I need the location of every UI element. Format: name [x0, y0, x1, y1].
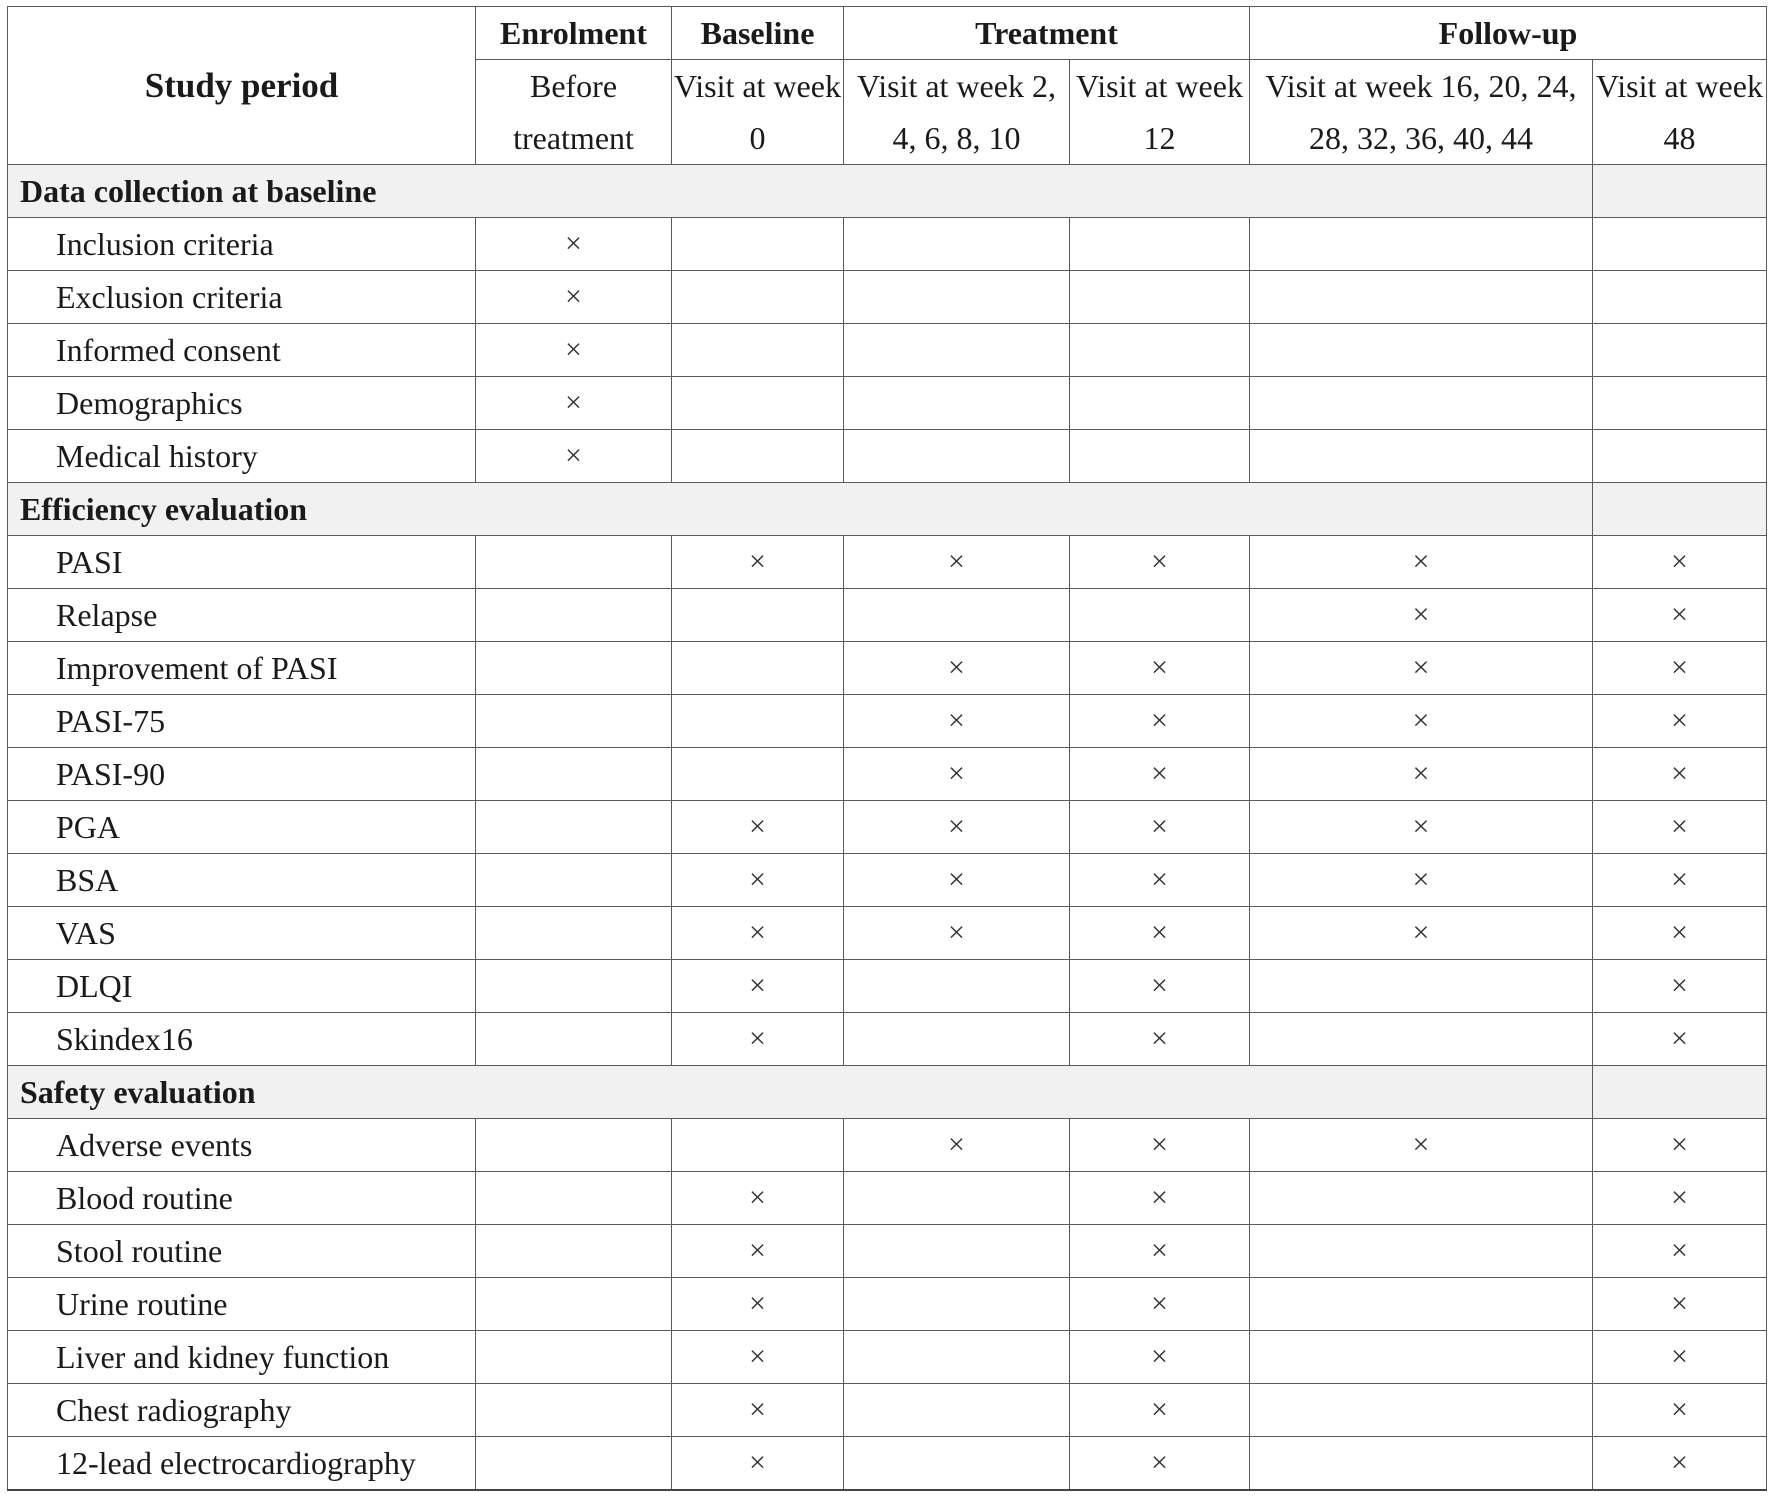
- schedule-empty-cell: [476, 589, 672, 642]
- schedule-empty-cell: [476, 695, 672, 748]
- schedule-empty-cell: [476, 1172, 672, 1225]
- schedule-empty-cell: [672, 748, 844, 801]
- schedule-mark: ×: [1593, 589, 1767, 642]
- row-label: BSA: [8, 854, 476, 907]
- schedule-mark: ×: [1070, 907, 1250, 960]
- schedule-mark: ×: [844, 695, 1070, 748]
- schedule-empty-cell: [672, 271, 844, 324]
- schedule-empty-cell: [1070, 271, 1250, 324]
- schedule-mark: ×: [1250, 589, 1593, 642]
- column-week-48: Visit at week 48: [1593, 60, 1767, 165]
- schedule-mark: ×: [1250, 748, 1593, 801]
- schedule-mark: ×: [476, 430, 672, 483]
- schedule-mark: ×: [1070, 1119, 1250, 1172]
- schedule-mark: ×: [1070, 1331, 1250, 1384]
- table-row: [8, 1225, 1767, 1278]
- schedule-mark: ×: [1593, 801, 1767, 854]
- schedule-empty-cell: [1250, 960, 1593, 1013]
- row-label: Liver and kidney function: [8, 1331, 476, 1384]
- schedule-mark: ×: [672, 801, 844, 854]
- schedule-empty-cell: [844, 430, 1070, 483]
- row-label: Blood routine: [8, 1172, 476, 1225]
- table-row: [8, 642, 1767, 695]
- schedule-mark: ×: [672, 536, 844, 589]
- schedule-empty-cell: [672, 377, 844, 430]
- schedule-mark: ×: [1593, 1172, 1767, 1225]
- schedule-empty-cell: [1070, 324, 1250, 377]
- schedule-empty-cell: [476, 854, 672, 907]
- table-row: [8, 695, 1767, 748]
- schedule-mark: ×: [1593, 1225, 1767, 1278]
- schedule-empty-cell: [844, 1384, 1070, 1437]
- table-row: [8, 1172, 1767, 1225]
- row-label: PASI: [8, 536, 476, 589]
- schedule-mark: ×: [1250, 801, 1593, 854]
- section-title: Safety evaluation: [8, 1066, 1593, 1119]
- schedule-empty-cell: [1250, 430, 1593, 483]
- schedule-empty-cell: [1593, 377, 1767, 430]
- row-label: PASI-75: [8, 695, 476, 748]
- schedule-empty-cell: [844, 589, 1070, 642]
- schedule-empty-cell: [1593, 218, 1767, 271]
- schedule-empty-cell: [476, 536, 672, 589]
- schedule-empty-cell: [476, 1013, 672, 1066]
- schedule-empty-cell: [844, 1278, 1070, 1331]
- table-header: [8, 7, 1767, 165]
- section-header-safety-evaluation: [8, 1066, 1767, 1119]
- schedule-mark: ×: [672, 1437, 844, 1491]
- schedule-empty-cell: [672, 218, 844, 271]
- schedule-mark: ×: [1250, 695, 1593, 748]
- schedule-empty-cell: [1250, 1172, 1593, 1225]
- table-row: [8, 589, 1767, 642]
- schedule-mark: ×: [1593, 854, 1767, 907]
- schedule-empty-cell: [476, 1119, 672, 1172]
- schedule-empty-cell: [476, 960, 672, 1013]
- schedule-empty-cell: [1250, 1278, 1593, 1331]
- schedule-empty-cell: [1250, 271, 1593, 324]
- schedule-mark: ×: [1593, 1013, 1767, 1066]
- schedule-mark: ×: [844, 854, 1070, 907]
- schedule-mark: ×: [672, 1225, 844, 1278]
- schedule-empty-cell: [672, 324, 844, 377]
- row-label: Stool routine: [8, 1225, 476, 1278]
- schedule-mark: ×: [672, 1331, 844, 1384]
- schedule-mark: ×: [672, 1278, 844, 1331]
- row-label: PASI-90: [8, 748, 476, 801]
- table-row: [8, 1384, 1767, 1437]
- schedule-empty-cell: [844, 1331, 1070, 1384]
- column-week-2-10: Visit at week 2, 4, 6, 8, 10: [844, 60, 1070, 165]
- schedule-empty-cell: [476, 748, 672, 801]
- table-row: [8, 218, 1767, 271]
- schedule-empty-cell: [476, 1331, 672, 1384]
- row-label: Chest radiography: [8, 1384, 476, 1437]
- table-row: [8, 1331, 1767, 1384]
- schedule-mark: ×: [1070, 1013, 1250, 1066]
- schedule-mark: ×: [476, 324, 672, 377]
- table-body: [8, 165, 1767, 1491]
- schedule-mark: ×: [672, 854, 844, 907]
- schedule-empty-cell: [476, 1225, 672, 1278]
- row-label: VAS: [8, 907, 476, 960]
- schedule-mark: ×: [1070, 1172, 1250, 1225]
- schedule-mark: ×: [1593, 1437, 1767, 1491]
- schedule-mark: ×: [1593, 642, 1767, 695]
- row-label: 12-lead electrocardiography: [8, 1437, 476, 1491]
- schedule-empty-cell: [672, 642, 844, 695]
- schedule-mark: ×: [1070, 1225, 1250, 1278]
- section-spacer-cell: [1593, 483, 1767, 536]
- group-enrolment: Enrolment: [476, 7, 672, 60]
- section-title: Efficiency evaluation: [8, 483, 1593, 536]
- schedule-empty-cell: [844, 1172, 1070, 1225]
- table-row: [8, 324, 1767, 377]
- schedule-mark: ×: [1250, 642, 1593, 695]
- row-label: Skindex16: [8, 1013, 476, 1066]
- table-row: [8, 430, 1767, 483]
- schedule-empty-cell: [1250, 1013, 1593, 1066]
- row-label: PGA: [8, 801, 476, 854]
- schedule-mark: ×: [1070, 854, 1250, 907]
- schedule-empty-cell: [476, 1384, 672, 1437]
- schedule-mark: ×: [1070, 748, 1250, 801]
- row-label: Medical history: [8, 430, 476, 483]
- schedule-mark: ×: [476, 377, 672, 430]
- schedule-mark: ×: [844, 801, 1070, 854]
- schedule-mark: ×: [1593, 960, 1767, 1013]
- table-row: [8, 377, 1767, 430]
- table-row: [8, 748, 1767, 801]
- schedule-empty-cell: [1593, 271, 1767, 324]
- schedule-empty-cell: [672, 1119, 844, 1172]
- schedule-empty-cell: [1593, 324, 1767, 377]
- schedule-empty-cell: [1250, 218, 1593, 271]
- study-schedule-table: [7, 6, 1767, 1491]
- section-header-efficiency-evaluation: [8, 483, 1767, 536]
- schedule-mark: ×: [1070, 1437, 1250, 1491]
- table-row: [8, 1278, 1767, 1331]
- section-header-data-collection-at-baseline: [8, 165, 1767, 218]
- column-week-0: Visit at week 0: [672, 60, 844, 165]
- schedule-mark: ×: [1250, 1119, 1593, 1172]
- schedule-empty-cell: [844, 324, 1070, 377]
- schedule-empty-cell: [844, 1437, 1070, 1491]
- study-period-heading: Study period: [8, 7, 476, 165]
- section-title: Data collection at baseline: [8, 165, 1593, 218]
- schedule-mark: ×: [672, 907, 844, 960]
- schedule-mark: ×: [1070, 1384, 1250, 1437]
- row-label: Relapse: [8, 589, 476, 642]
- schedule-mark: ×: [844, 536, 1070, 589]
- schedule-mark: ×: [1070, 960, 1250, 1013]
- schedule-mark: ×: [844, 1119, 1070, 1172]
- schedule-empty-cell: [476, 1278, 672, 1331]
- schedule-empty-cell: [476, 907, 672, 960]
- row-label: Informed consent: [8, 324, 476, 377]
- row-label: Exclusion criteria: [8, 271, 476, 324]
- table-row: [8, 536, 1767, 589]
- schedule-empty-cell: [844, 218, 1070, 271]
- schedule-mark: ×: [844, 907, 1070, 960]
- row-label: Demographics: [8, 377, 476, 430]
- row-label: Urine routine: [8, 1278, 476, 1331]
- schedule-mark: ×: [1070, 801, 1250, 854]
- schedule-mark: ×: [1250, 854, 1593, 907]
- schedule-mark: ×: [1250, 536, 1593, 589]
- schedule-mark: ×: [1070, 642, 1250, 695]
- schedule-mark: ×: [1593, 695, 1767, 748]
- schedule-empty-cell: [844, 377, 1070, 430]
- schedule-empty-cell: [476, 801, 672, 854]
- column-week-12: Visit at week 12: [1070, 60, 1250, 165]
- schedule-mark: ×: [672, 960, 844, 1013]
- schedule-empty-cell: [672, 695, 844, 748]
- column-week-16-44: Visit at week 16, 20, 24, 28, 32, 36, 40, 44: [1250, 60, 1593, 165]
- schedule-empty-cell: [1250, 324, 1593, 377]
- schedule-empty-cell: [1070, 377, 1250, 430]
- column-before-treatment: Before treatment: [476, 60, 672, 165]
- schedule-empty-cell: [844, 1225, 1070, 1278]
- schedule-empty-cell: [476, 642, 672, 695]
- schedule-empty-cell: [476, 1437, 672, 1491]
- schedule-empty-cell: [672, 589, 844, 642]
- section-spacer-cell: [1593, 1066, 1767, 1119]
- schedule-mark: ×: [1593, 1384, 1767, 1437]
- schedule-mark: ×: [1070, 1278, 1250, 1331]
- schedule-mark: ×: [1070, 536, 1250, 589]
- schedule-empty-cell: [844, 271, 1070, 324]
- table-row: [8, 854, 1767, 907]
- schedule-empty-cell: [844, 960, 1070, 1013]
- schedule-mark: ×: [672, 1172, 844, 1225]
- group-baseline: Baseline: [672, 7, 844, 60]
- row-label: Inclusion criteria: [8, 218, 476, 271]
- schedule-mark: ×: [1593, 1119, 1767, 1172]
- row-label: Improvement of PASI: [8, 642, 476, 695]
- header-group-row: [8, 7, 1767, 60]
- table-row: [8, 907, 1767, 960]
- schedule-empty-cell: [1070, 430, 1250, 483]
- table-row: [8, 1119, 1767, 1172]
- schedule-mark: ×: [1593, 1278, 1767, 1331]
- section-spacer-cell: [1593, 165, 1767, 218]
- schedule-empty-cell: [844, 1013, 1070, 1066]
- schedule-mark: ×: [476, 218, 672, 271]
- table-row: [8, 1013, 1767, 1066]
- schedule-empty-cell: [1593, 430, 1767, 483]
- row-label: Adverse events: [8, 1119, 476, 1172]
- schedule-mark: ×: [672, 1013, 844, 1066]
- table-row: [8, 271, 1767, 324]
- group-treatment: Treatment: [844, 7, 1250, 60]
- schedule-mark: ×: [1593, 907, 1767, 960]
- schedule-mark: ×: [1070, 695, 1250, 748]
- group-follow-up: Follow-up: [1250, 7, 1767, 60]
- schedule-mark: ×: [1593, 536, 1767, 589]
- schedule-empty-cell: [1250, 1437, 1593, 1491]
- schedule-mark: ×: [1593, 748, 1767, 801]
- schedule-mark: ×: [1250, 907, 1593, 960]
- schedule-empty-cell: [1070, 589, 1250, 642]
- table-row: [8, 801, 1767, 854]
- schedule-empty-cell: [672, 430, 844, 483]
- row-label: DLQI: [8, 960, 476, 1013]
- schedule-empty-cell: [1250, 377, 1593, 430]
- schedule-mark: ×: [672, 1384, 844, 1437]
- schedule-mark: ×: [844, 642, 1070, 695]
- schedule-mark: ×: [844, 748, 1070, 801]
- table-row: [8, 960, 1767, 1013]
- table-row: [8, 1437, 1767, 1491]
- schedule-empty-cell: [1250, 1225, 1593, 1278]
- schedule-mark: ×: [1593, 1331, 1767, 1384]
- schedule-empty-cell: [1250, 1331, 1593, 1384]
- schedule-empty-cell: [1070, 218, 1250, 271]
- schedule-mark: ×: [476, 271, 672, 324]
- schedule-empty-cell: [1250, 1384, 1593, 1437]
